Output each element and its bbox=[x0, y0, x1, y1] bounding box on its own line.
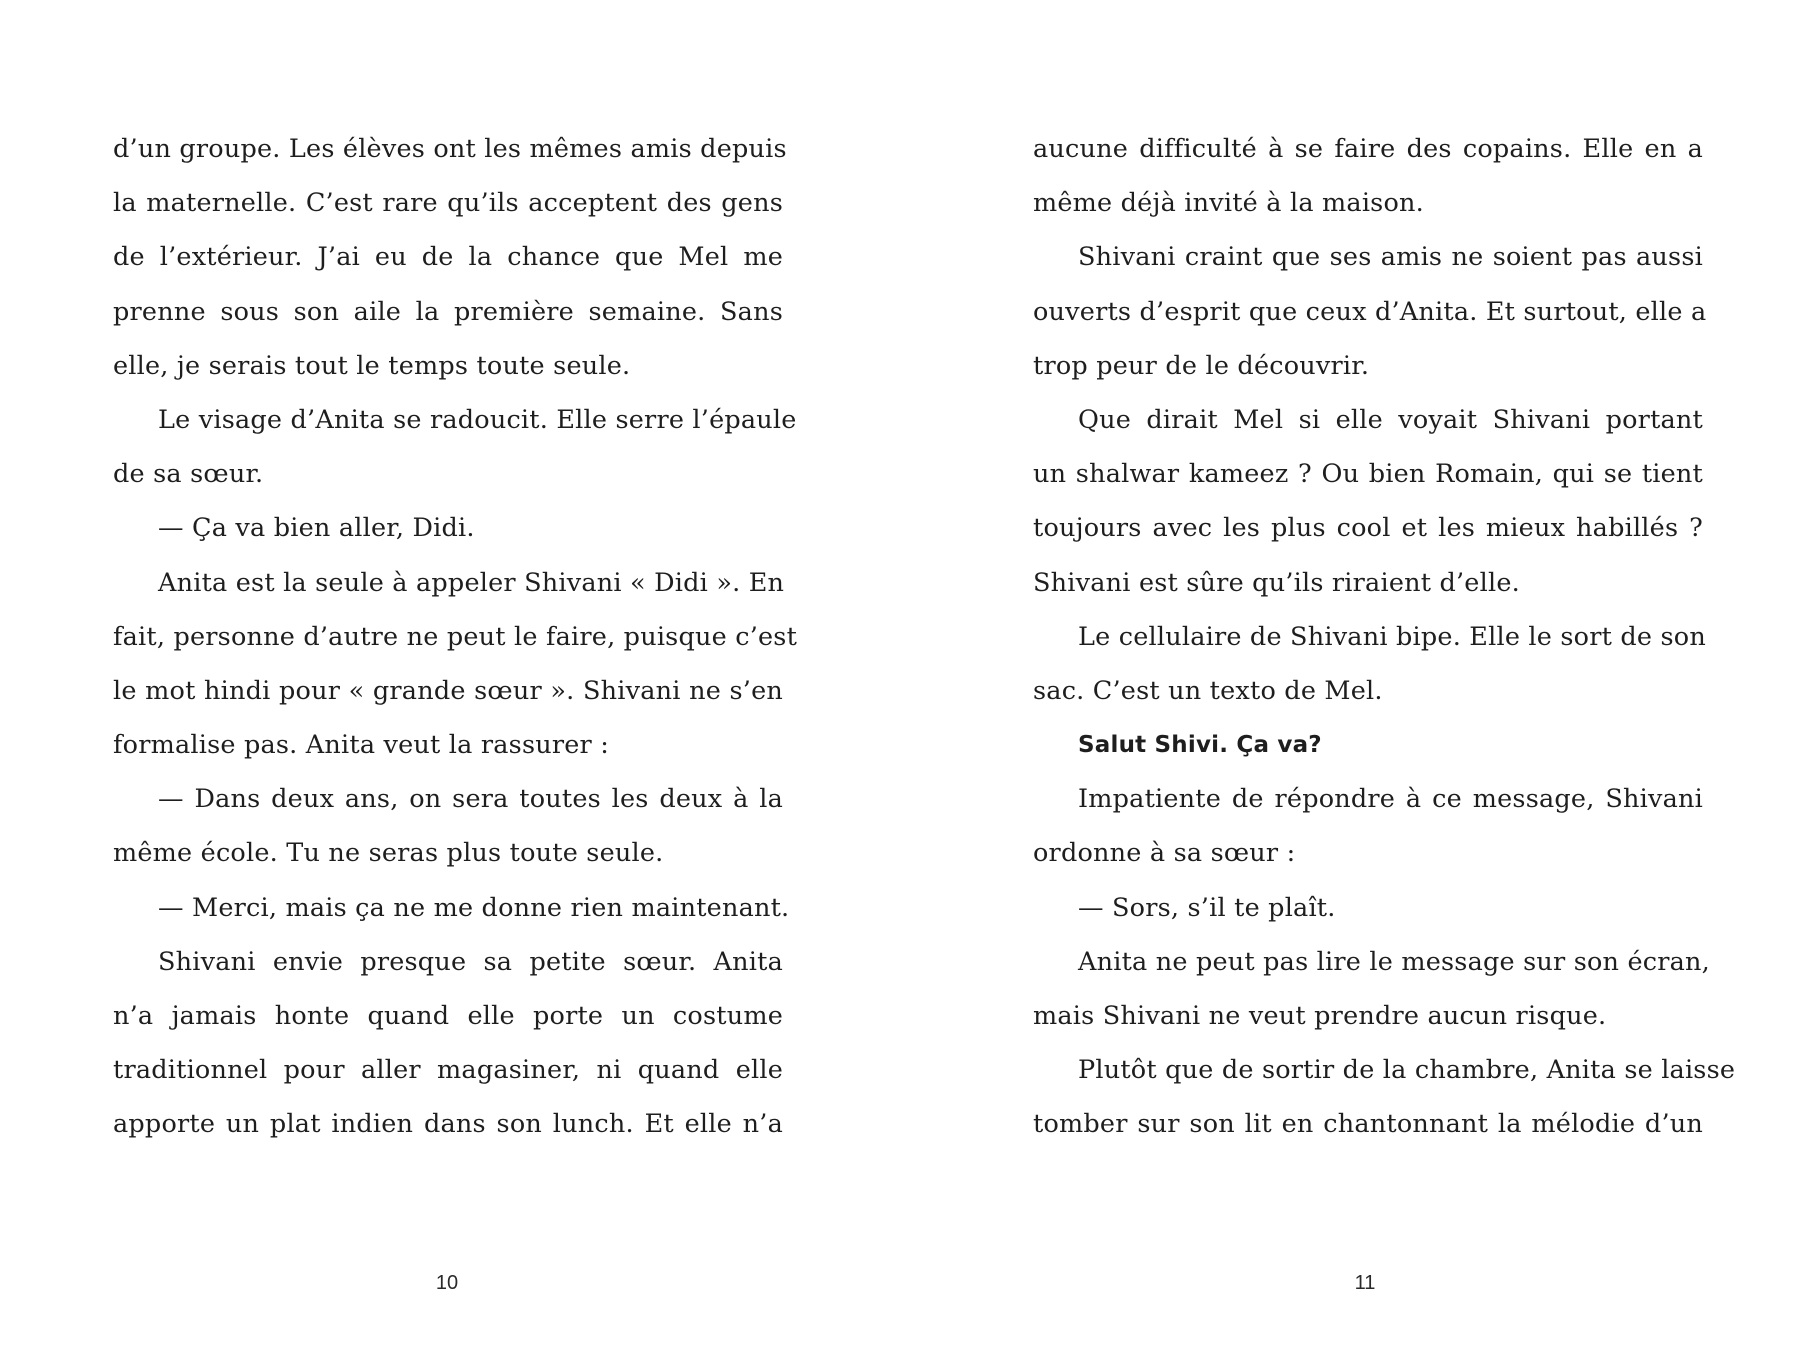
text-line: ouverts d’esprit que ceux d’Anita. Et surtout, elle a bbox=[1033, 296, 1707, 327]
text-line: de l’extérieur. J’ai eu de la chance que Mel me bbox=[113, 242, 783, 273]
text-line: tomber sur son lit en chantonnant la mélodie d’un bbox=[1033, 1109, 1703, 1140]
text-line: Shivani est sûre qu’ils riraient d’elle. bbox=[1033, 567, 1520, 598]
dialogue-line: — Sors, s’il te plaît. bbox=[1078, 892, 1336, 923]
text-line: aucune difficulté à se faire des copains. Elle en a bbox=[1033, 134, 1703, 164]
text-line: toujours avec les plus cool et les mieux habillés ? bbox=[1033, 513, 1703, 544]
text-line: Shivani craint que ses amis ne soient pas aussi bbox=[1078, 242, 1703, 273]
text-line: trop peur de le découvrir. bbox=[1033, 350, 1370, 381]
right-page bbox=[1033, 122, 1736, 1152]
text-line: d’un groupe. Les élèves ont les mêmes amis depuis bbox=[113, 134, 787, 164]
dialogue-line: — Ça va bien aller, Didi. bbox=[158, 513, 475, 544]
text-line: Le visage d’Anita se radoucit. Elle serre l’épaule bbox=[158, 404, 797, 435]
text-line: sac. C’est un texto de Mel. bbox=[1033, 675, 1383, 706]
text-line: un shalwar kameez ? Ou bien Romain, qui se tient bbox=[1033, 459, 1703, 490]
text-line: traditionnel pour aller magasiner, ni quand elle bbox=[113, 1055, 783, 1086]
text-line: ordonne à sa sœur : bbox=[1033, 838, 1296, 869]
text-line: prenne sous son aile la première semaine. Sans bbox=[113, 296, 783, 327]
text-line: même déjà invité à la maison. bbox=[1033, 188, 1424, 219]
text-line: Shivani envie presque sa petite sœur. Anita bbox=[158, 946, 783, 977]
text-line: le mot hindi pour « grande sœur ». Shivani ne s’en bbox=[113, 675, 783, 706]
text-line: elle, je serais tout le temps toute seule. bbox=[113, 350, 631, 381]
text-line: formalise pas. Anita veut la rassurer : bbox=[113, 730, 610, 761]
text-line: Anita ne peut pas lire le message sur son écran, bbox=[1078, 946, 1710, 977]
text-line: Que dirait Mel si elle voyait Shivani portant bbox=[1078, 404, 1703, 435]
text-line: n’a jamais honte quand elle porte un costume bbox=[113, 1001, 783, 1031]
left-page bbox=[113, 122, 798, 1152]
text-line: Plutôt que de sortir de la chambre, Anita se laisse bbox=[1078, 1055, 1736, 1086]
text-line: de sa sœur. bbox=[113, 459, 264, 490]
text-line: Le cellulaire de Shivani bipe. Elle le sort de son bbox=[1078, 621, 1706, 652]
text-message: Salut Shivi. Ça va? bbox=[1078, 732, 1322, 759]
page-number-right: 11 bbox=[1354, 1272, 1376, 1294]
dialogue-line: — Dans deux ans, on sera toutes les deux à la bbox=[158, 784, 783, 815]
text-line: Anita est la seule à appeler Shivani « Didi ». En bbox=[158, 567, 785, 598]
text-line: même école. Tu ne seras plus toute seule. bbox=[113, 838, 664, 869]
text-line: apporte un plat indien dans son lunch. Et elle n’a bbox=[113, 1109, 783, 1140]
page-number-left: 10 bbox=[435, 1272, 459, 1294]
dialogue-line: — Merci, mais ça ne me donne rien maintenant. bbox=[158, 892, 790, 923]
text-line: fait, personne d’autre ne peut le faire, puisque c’est bbox=[113, 621, 798, 652]
text-line: Impatiente de répondre à ce message, Shivani bbox=[1078, 784, 1703, 815]
text-line: la maternelle. C’est rare qu’ils acceptent des gens bbox=[113, 188, 783, 219]
text-line: mais Shivani ne veut prendre aucun risque. bbox=[1033, 1001, 1607, 1031]
